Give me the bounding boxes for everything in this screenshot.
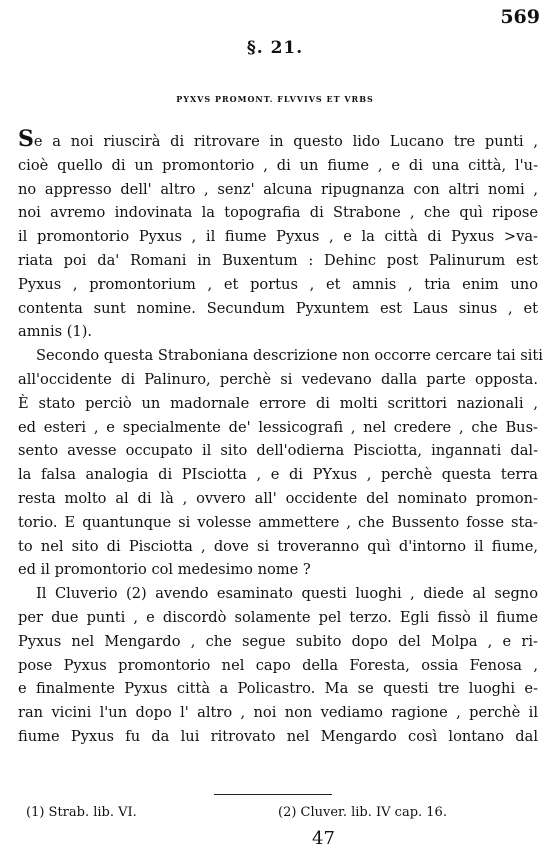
text-line: contenta sunt nomine. Secundum Pyxuntem est Laus sinus , et bbox=[18, 299, 538, 317]
footnote-1: (1) Strab. lib. VI. bbox=[26, 805, 137, 820]
paragraph-3 bbox=[18, 582, 538, 749]
text-line: no appresso dell' altro , senz' alcuna ripugnanza con altri nomi , bbox=[18, 180, 538, 198]
text-line: Se a noi riuscirà di ritrovare in questo lido Lucano tre punti , bbox=[18, 126, 538, 152]
text-line: fiume Pyxus fu da lui ritrovato nel Mengardo così lontano dal bbox=[18, 727, 538, 745]
text-line: ed esteri , e specialmente de' lessicografi , nel credere , che Bus- bbox=[18, 418, 538, 436]
drop-capital: S bbox=[18, 126, 34, 152]
text-line: to nel sito di Pisciotta , dove si troveranno quì d'intorno il fiume, bbox=[18, 537, 538, 555]
text-line: e finalmente Pyxus città a Policastro. Ma se questi tre luoghi e- bbox=[18, 680, 538, 698]
paragraph-1 bbox=[18, 128, 538, 344]
body-text bbox=[18, 126, 543, 749]
text-line: Pyxus nel Mengardo , che segue subito dopo del Molpa , e ri- bbox=[18, 632, 538, 650]
text-line: amnis (1). bbox=[18, 323, 93, 341]
text-line: il promontorio Pyxus , il fiume Pyxus , e la città di Pyxus >va- bbox=[18, 228, 538, 246]
text-line: per due punti , e discordò solamente pel terzo. Egli fissò il fiume bbox=[18, 608, 538, 626]
page-number: 569 bbox=[500, 6, 540, 28]
text-line: all'occidente di Palinuro, perchè si vedevano dalla parte opposta. bbox=[18, 370, 538, 388]
footnote-2: (2) Cluver. lib. IV cap. 16. bbox=[278, 805, 447, 820]
text-line: sento avesse occupato il sito dell'odierna Pisciotta, ingannati dal- bbox=[18, 442, 538, 460]
section-subheading: PYXVS PROMONT. FLVVIVS ET VRBS bbox=[176, 94, 374, 104]
text-line: cioè quello di un promontorio , di un fiume , e di una città, l'u- bbox=[18, 156, 538, 174]
text-line: riata poi da' Romani in Buxentum : Dehinc post Palinurum est bbox=[18, 251, 538, 269]
section-heading: §. 21. bbox=[246, 38, 304, 58]
paragraph-2 bbox=[18, 344, 543, 582]
text-line: resta molto al di là , ovvero all' occidente del nominato promon- bbox=[18, 489, 538, 507]
text-line: ed il promontorio col medesimo nome ? bbox=[18, 561, 311, 579]
text-line: pose Pyxus promontorio nel capo della Foresta, ossia Fenosa , bbox=[18, 656, 538, 674]
text-line: Secondo questa Straboniana descrizione non occorre cercare tai siti bbox=[36, 347, 543, 365]
text-line: Pyxus , promontorium , et portus , et amnis , tria enim uno bbox=[18, 275, 538, 293]
text-line: È stato perciò un madornale errore di molti scrittori nazionali , bbox=[18, 394, 538, 412]
text-line: torio. E quantunque si volesse ammettere , che Bussento fosse sta- bbox=[18, 513, 538, 531]
text-line: Il Cluverio (2) avendo esaminato questi luoghi , diede al segno bbox=[36, 585, 538, 603]
footnote-divider bbox=[214, 794, 332, 795]
text-line: la falsa analogia di PIsciotta , e di PYxus , perchè questa terra bbox=[18, 466, 538, 484]
text-line: noi avremo indovinata la topografia di Strabone , che quì ripose bbox=[18, 204, 538, 222]
text-line: ran vicini l'un dopo l' altro , noi non vediamo ragione , perchè il bbox=[18, 704, 538, 722]
signature-mark: 47 bbox=[312, 828, 335, 849]
